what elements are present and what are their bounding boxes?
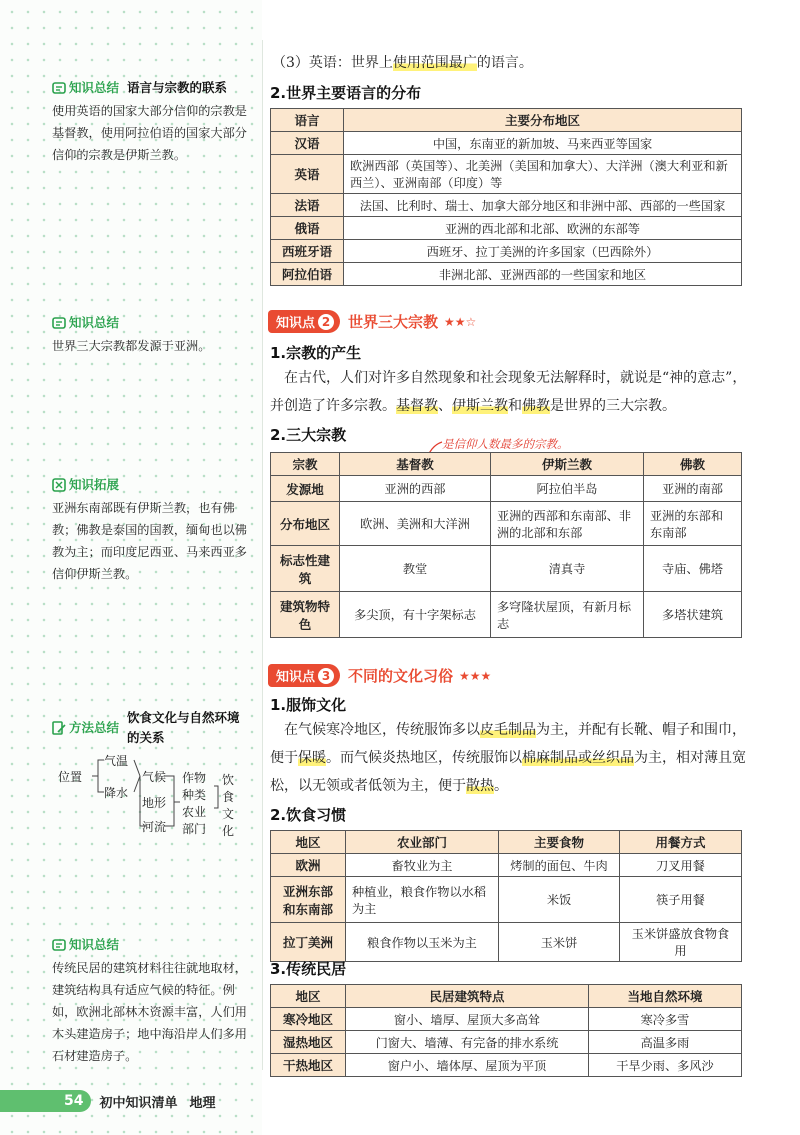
table-cell: 俄语: [271, 217, 344, 240]
english-line: [272, 52, 533, 72]
note-head: [52, 78, 252, 98]
highlight-buddhism: 佛教: [522, 398, 550, 414]
table-row: [271, 877, 742, 923]
diagram-node-location: 位置: [58, 770, 83, 784]
table-header: 伊斯兰教: [491, 453, 644, 476]
subject-label: 地理: [189, 1095, 216, 1111]
table-cell: 湿热地区: [271, 1031, 346, 1054]
table-header: 地区: [271, 831, 346, 854]
table-cell: 亚洲的西部: [340, 476, 491, 502]
table-cell: 教堂: [340, 546, 491, 592]
para-text-end: 是世界的三大宗教。: [550, 398, 676, 414]
note-head: [52, 935, 252, 955]
note-tag: [52, 475, 119, 495]
table-cell: 西班牙、拉丁美洲的许多国家（巴西除外）: [344, 240, 742, 263]
star-rating-icon: ★★★: [459, 668, 492, 683]
note-head: [52, 313, 252, 333]
table-header: 佛教: [644, 453, 742, 476]
table-row: [271, 217, 742, 240]
table-header: 语言: [271, 109, 344, 132]
table-row: [271, 923, 742, 962]
book-title: 初中知识清单: [99, 1095, 178, 1111]
table-cell: 亚洲的西北部和北部、欧洲的东部等: [344, 217, 742, 240]
divider: [262, 40, 263, 1070]
table-header: 基督教: [340, 453, 491, 476]
note-traditional-housing: [52, 935, 252, 1067]
table-header: 宗教: [271, 453, 340, 476]
table-row: [271, 592, 742, 638]
table-cell: 玉米饼: [499, 923, 620, 962]
table-row: [271, 240, 742, 263]
table-header-row: [271, 831, 742, 854]
table-cell: 畜牧业为主: [346, 854, 499, 877]
star-rating-icon: ★★☆: [444, 314, 477, 329]
table-row: [271, 546, 742, 592]
note-title: 饮食文化与自然环境的关系: [127, 710, 240, 745]
table-cell: 寺庙、佛塔: [644, 546, 742, 592]
table-cell: 干旱少雨、多风沙: [589, 1054, 742, 1077]
table-cell: 发源地: [271, 476, 340, 502]
religion-table: [270, 452, 742, 638]
table-header-row: [271, 985, 742, 1008]
english-highlight: 使用范围最广: [392, 55, 477, 71]
section-title-clothing: 1.服饰文化: [270, 696, 347, 714]
table-cell: 亚洲的西部和东南部、非洲的北部和东部: [491, 502, 644, 546]
note-tag: [52, 718, 119, 738]
para-text: 在气候寒冷地区，传统服饰多以: [284, 722, 480, 738]
note-tag-text: 知识拓展: [69, 477, 120, 492]
handwritten-annotation: 是信仰人数最多的宗教。: [442, 437, 569, 451]
table-cell: 法国、比利时、瑞士、加拿大部分地区和非洲中部、西部的一些国家: [344, 194, 742, 217]
table-cell: 干热地区: [271, 1054, 346, 1077]
summary-icon: [52, 939, 66, 951]
table-cell: 玉米饼盛放食物食用: [620, 923, 742, 962]
section-title-religion-origin: 1.宗教的产生: [270, 344, 362, 362]
note-text: 世界三大宗教都发源于亚洲。: [52, 339, 211, 353]
highlight-islam: 伊斯兰教: [452, 398, 508, 414]
note-tag-text: 知识总结: [69, 80, 120, 95]
para-text: 为主，并配有长靴、帽子和围巾，便于: [270, 722, 746, 766]
note-title: 语言与宗教的联系: [127, 80, 228, 95]
kp-number: 3: [318, 668, 334, 684]
table-header-row: [271, 109, 742, 132]
table-cell: 非洲北部、亚洲西部的一些国家和地区: [344, 263, 742, 286]
table-cell: 粮食作物以玉米为主: [346, 923, 499, 962]
table-header: 农业部门: [346, 831, 499, 854]
table-header: 用餐方式: [620, 831, 742, 854]
table-cell: 中国，东南亚的新加坡、马来西亚等国家: [344, 132, 742, 155]
note-head: [52, 708, 252, 748]
kp-title: 世界三大宗教: [348, 313, 439, 331]
table-row: [271, 502, 742, 546]
diagram-node-climate: 气候: [142, 770, 167, 784]
table-row: [271, 1054, 742, 1077]
table-cell: 建筑物特色: [271, 592, 340, 638]
diagram-node-precipitation: 降水: [104, 786, 129, 800]
table-cell: 门窗大、墙薄、有完备的排水系统: [346, 1031, 589, 1054]
para-text: 为主，相对薄且宽松，以无领或者低领为主，便于: [270, 750, 746, 794]
diagram-node-agriculture: 农业部门: [182, 805, 207, 836]
table-row: [271, 1008, 742, 1031]
note-religion-origin: [52, 313, 252, 357]
highlight-cotton: 棉麻制品或丝织品: [522, 750, 634, 766]
note-text: 使用英语的国家大部分信仰的宗教是基督教，使用阿拉伯语的国家大部分信仰的宗教是伊斯兰教。: [52, 104, 247, 162]
table-header: 地区: [271, 985, 346, 1008]
kp-badge-text: 知识点: [276, 670, 316, 685]
housing-table: [270, 984, 742, 1077]
table-row: [271, 263, 742, 286]
diagram-node-river: 河流: [142, 820, 167, 834]
diagram-node-diet-culture: 饮食文化: [222, 773, 235, 838]
highlight-heat: 散热: [466, 778, 494, 794]
table-row: [271, 854, 742, 877]
summary-icon: [52, 82, 66, 94]
summary-icon: [52, 317, 66, 329]
note-tag: [52, 313, 119, 333]
table-cell: 亚洲的东部和东南部: [644, 502, 742, 546]
table-row: [271, 194, 742, 217]
clothing-paragraph: [270, 716, 750, 800]
para-sep: 和: [508, 398, 522, 414]
table-cell: 欧洲西部（英国等）、北美洲（美国和加拿大）、大洋洲（澳大利亚和新西兰）、亚洲南部（印度）等: [344, 155, 742, 194]
table-cell: 阿拉伯半岛: [491, 476, 644, 502]
page-footer: [0, 1087, 216, 1115]
diagram-node-temperature: 气温: [104, 754, 129, 768]
knowledge-point-3: [268, 664, 491, 687]
table-cell: 米饭: [499, 877, 620, 923]
section-title-three-religions: 2.三大宗教: [270, 426, 347, 444]
note-tag: [52, 78, 119, 98]
table-row: [271, 1031, 742, 1054]
section-title-diet: 2.饮食习惯: [270, 806, 347, 824]
note-text: 亚洲东南部既有伊斯兰教，也有佛教；佛教是泰国的国教，缅甸也以佛教为主；而印度尼西亚、马来西亚多信仰伊斯兰教。: [52, 501, 247, 581]
table-cell: 窗小、墙厚、屋顶大多高耸: [346, 1008, 589, 1031]
table-header: 当地自然环境: [589, 985, 742, 1008]
table-header: 主要食物: [499, 831, 620, 854]
kp-badge: [268, 310, 340, 333]
table-cell: 拉丁美洲: [271, 923, 346, 962]
table-cell: 汉语: [271, 132, 344, 155]
diagram-node-terrain: 地形: [142, 796, 167, 810]
english-suffix: 的语言。: [476, 55, 533, 71]
table-cell: 高温多雨: [589, 1031, 742, 1054]
table-header: 民居建筑特点: [346, 985, 589, 1008]
knowledge-point-2: [268, 310, 476, 333]
note-knowledge-extension: [52, 475, 252, 585]
kp-number: 2: [318, 314, 334, 330]
note-language-religion: [52, 78, 252, 166]
kp-badge: [268, 664, 340, 687]
para-text: 。而气候炎热地区，传统服饰以: [326, 750, 522, 766]
table-cell: 英语: [271, 155, 344, 194]
table-header: 主要分布地区: [344, 109, 742, 132]
highlight-fur: 皮毛制品: [480, 722, 536, 738]
table-cell: 种植业，粮食作物以水稻为主: [346, 877, 499, 923]
table-row: [271, 476, 742, 502]
method-icon: [52, 721, 66, 735]
diet-table: [270, 830, 742, 962]
page-number: 54: [0, 1090, 91, 1112]
note-tag-text: 知识总结: [69, 937, 120, 952]
para-sep: 、: [438, 398, 452, 414]
table-cell: 欧洲: [271, 854, 346, 877]
para-text: 在古代，人们对许多自然现象和社会现象无法解释时，就说是“神的意志”，并创造了许多宗教。: [270, 370, 747, 414]
section-title-housing: 3.传统民居: [270, 960, 347, 978]
table-cell: 多尖顶，有十字架标志: [340, 592, 491, 638]
diet-culture-diagram: [52, 746, 252, 856]
religion-paragraph: [270, 364, 750, 420]
table-cell: 寒冷多雪: [589, 1008, 742, 1031]
english-prefix: （3）英语：世界上: [272, 55, 393, 71]
note-method-summary: [52, 708, 252, 750]
note-tag-text: 方法总结: [69, 720, 120, 735]
note-text: 传统民居的建筑材料往往就地取材，建筑结构具有适应气候的特征。例如，欧洲北部林木资源丰富，人们用木头建造房子；地中海沿岸人们多用石材建造房子。: [52, 961, 247, 1063]
note-tag-text: 知识总结: [69, 315, 120, 330]
expand-icon: [52, 478, 66, 492]
table-cell: 分布地区: [271, 502, 340, 546]
table-cell: 欧洲、美洲和大洋洲: [340, 502, 491, 546]
table-cell: 寒冷地区: [271, 1008, 346, 1031]
diagram-node-crops: 作物种类: [182, 771, 207, 802]
table-cell: 亚洲的南部: [644, 476, 742, 502]
para-text: 。: [494, 778, 508, 794]
kp-badge-text: 知识点: [276, 316, 316, 331]
highlight-christianity: 基督教: [396, 398, 438, 414]
table-row: [271, 132, 742, 155]
section-title-language: 2.世界主要语言的分布: [270, 84, 422, 102]
table-cell: 清真寺: [491, 546, 644, 592]
table-header-row: [271, 453, 742, 476]
table-row: [271, 155, 742, 194]
table-cell: 筷子用餐: [620, 877, 742, 923]
table-cell: 多穹隆状屋顶，有新月标志: [491, 592, 644, 638]
kp-title: 不同的文化习俗: [348, 667, 454, 685]
language-table: [270, 108, 742, 286]
table-cell: 窗户小、墙体厚、屋顶为平顶: [346, 1054, 589, 1077]
table-cell: 西班牙语: [271, 240, 344, 263]
table-cell: 法语: [271, 194, 344, 217]
table-cell: 阿拉伯语: [271, 263, 344, 286]
table-cell: 多塔状建筑: [644, 592, 742, 638]
note-head: [52, 475, 252, 495]
highlight-warm: 保暖: [298, 750, 326, 766]
table-cell: 亚洲东部和东南部: [271, 877, 346, 923]
table-cell: 标志性建筑: [271, 546, 340, 592]
table-cell: 刀叉用餐: [620, 854, 742, 877]
table-cell: 烤制的面包、牛肉: [499, 854, 620, 877]
note-tag: [52, 935, 119, 955]
